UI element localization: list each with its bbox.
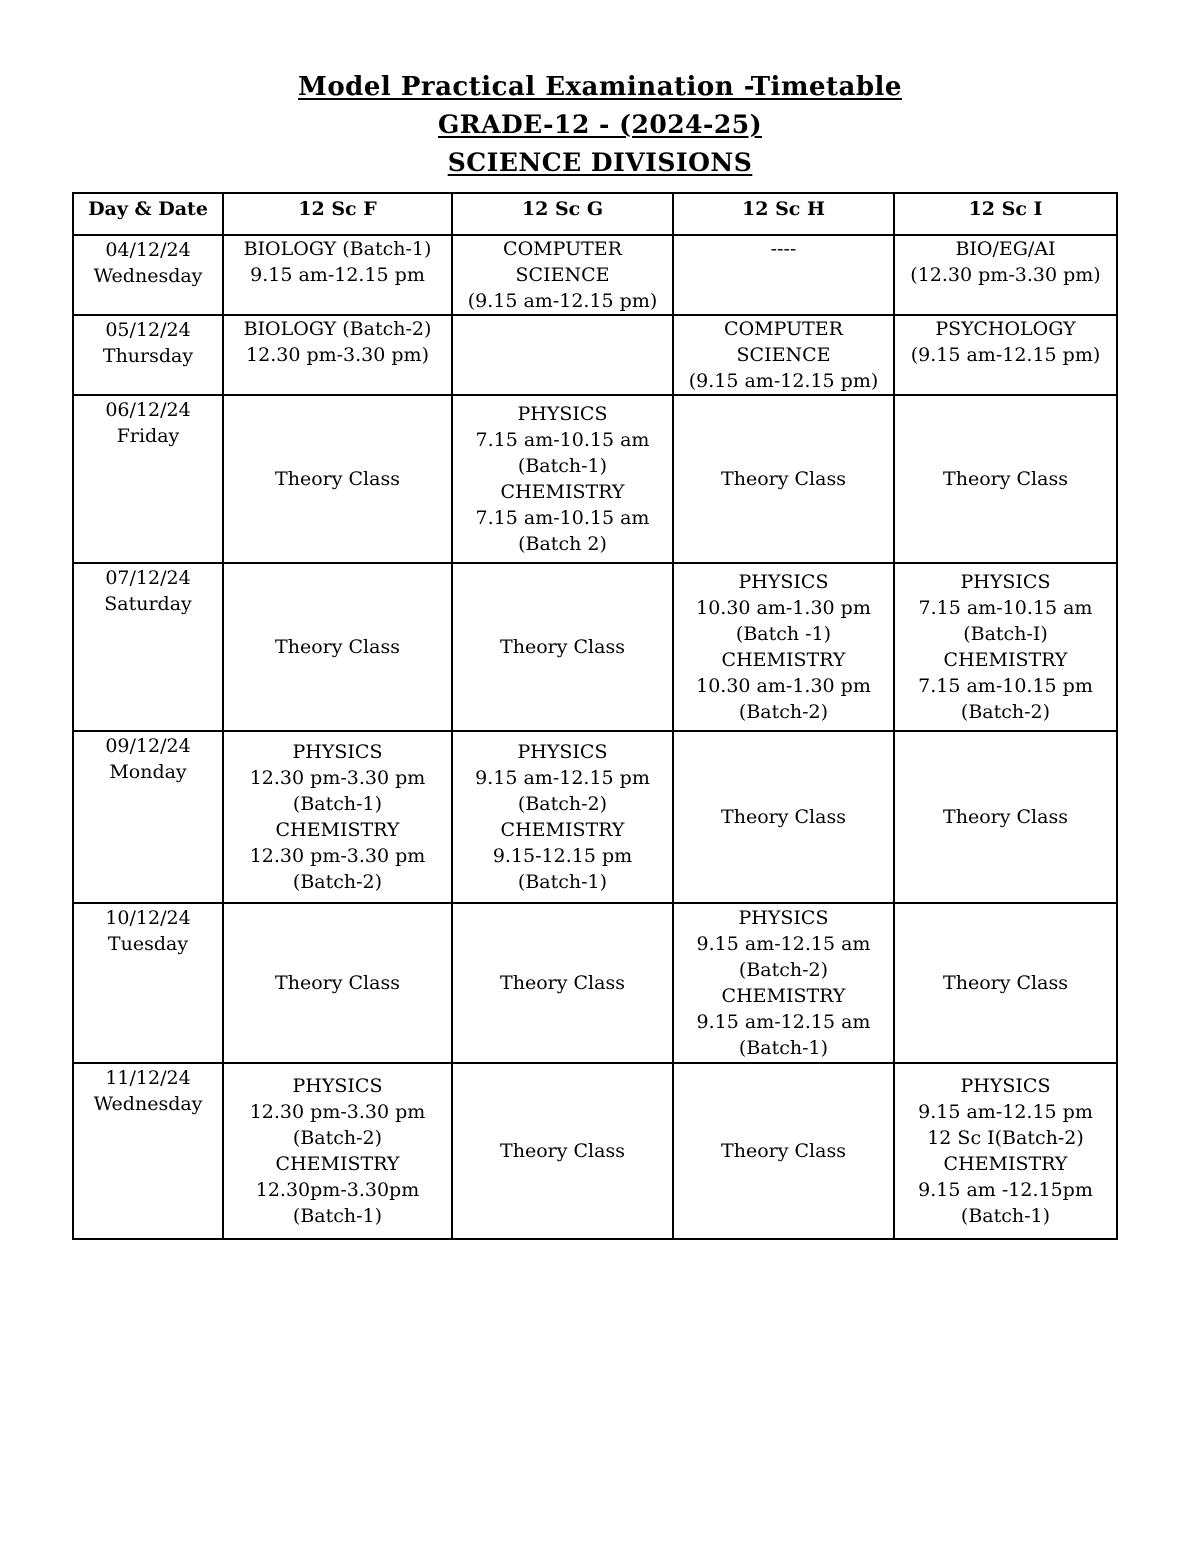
- schedule-line: 7.15 am-10.15 am: [475, 507, 650, 529]
- schedule-line: (Batch-2): [292, 871, 383, 893]
- schedule-line: (9.15 am-12.15 pm): [688, 370, 879, 392]
- schedule-line: PHYSICS: [738, 571, 829, 593]
- schedule-cell-12-sc-f: [223, 731, 452, 903]
- schedule-cell-12-sc-i: [894, 903, 1117, 1063]
- table-row: [73, 731, 1117, 903]
- schedule-line: (Batch -1): [735, 623, 832, 645]
- table-row: [73, 395, 1117, 563]
- header-day-date: Day & Date: [73, 193, 223, 235]
- schedule-cell-12-sc-i: [894, 731, 1117, 903]
- weekday-text: Monday: [109, 761, 187, 783]
- schedule-line: 12.30 pm-3.30 pm: [249, 845, 426, 867]
- weekday-text: Wednesday: [93, 265, 203, 287]
- header-12-sc-g: 12 Sc G: [452, 193, 673, 235]
- schedule-line: CHEMISTRY: [943, 1153, 1068, 1175]
- schedule-line: CHEMISTRY: [943, 649, 1068, 671]
- schedule-cell-12-sc-h: [673, 903, 894, 1063]
- schedule-line: CHEMISTRY: [500, 481, 625, 503]
- schedule-cell-12-sc-i: [894, 563, 1117, 731]
- schedule-line: 9.15 am-12.15 pm: [475, 767, 650, 789]
- schedule-line: 10.30 am-1.30 pm: [696, 675, 871, 697]
- schedule-line: (Batch-1): [738, 1037, 829, 1059]
- schedule-line: 12.30 pm-3.30 pm: [249, 1101, 426, 1123]
- schedule-line: 9.15-12.15 pm: [492, 845, 633, 867]
- schedule-line: (Batch-1): [292, 793, 383, 815]
- schedule-line: (Batch-2): [960, 701, 1051, 723]
- document-header: [0, 68, 1200, 182]
- schedule-cell-12-sc-f: [223, 563, 452, 731]
- schedule-line: CHEMISTRY: [721, 649, 846, 671]
- schedule-line: Theory Class: [275, 972, 400, 994]
- schedule-line: CHEMISTRY: [500, 819, 625, 841]
- grade-heading: GRADE-12 - (2024-25): [437, 110, 763, 139]
- schedule-line: 7.15 am-10.15 pm: [918, 675, 1093, 697]
- date-text: 09/12/24: [105, 735, 191, 757]
- date-text: 11/12/24: [105, 1067, 191, 1089]
- schedule-line: (Batch-1): [517, 871, 608, 893]
- table-row: [73, 315, 1117, 395]
- schedule-line: (Batch-1): [517, 455, 608, 477]
- schedule-cell-12-sc-h: [673, 315, 894, 395]
- schedule-line: 7.15 am-10.15 am: [918, 597, 1093, 619]
- schedule-cell-12-sc-g: [452, 1063, 673, 1239]
- schedule-line: 12.30 pm-3.30 pm): [246, 344, 429, 366]
- schedule-cell-12-sc-h: [673, 235, 894, 315]
- date-text: 05/12/24: [105, 319, 191, 341]
- schedule-cell-12-sc-g: [452, 731, 673, 903]
- schedule-line: (Batch 2): [518, 533, 607, 555]
- schedule-cell-12-sc-g: [452, 563, 673, 731]
- date-text: 06/12/24: [105, 399, 191, 421]
- schedule-line: 9.15 am-12.15 pm: [918, 1101, 1093, 1123]
- date-text: 10/12/24: [105, 907, 191, 929]
- schedule-cell-12-sc-g: [452, 315, 673, 395]
- schedule-line: (Batch-I): [963, 623, 1048, 645]
- schedule-cell-12-sc-i: [894, 1063, 1117, 1239]
- table-row: [73, 563, 1117, 731]
- schedule-line: Theory Class: [943, 806, 1068, 828]
- header-12-sc-h: 12 Sc H: [673, 193, 894, 235]
- schedule-line: Theory Class: [943, 468, 1068, 490]
- weekday-text: Tuesday: [107, 933, 189, 955]
- schedule-line: (Batch-2): [292, 1127, 383, 1149]
- timetable-body: [73, 235, 1117, 1239]
- schedule-cell-12-sc-h: [673, 395, 894, 563]
- schedule-line: Theory Class: [721, 1140, 846, 1162]
- schedule-line: COMPUTER: [724, 318, 843, 340]
- schedule-cell-12-sc-g: [452, 903, 673, 1063]
- schedule-cell-12-sc-f: [223, 235, 452, 315]
- schedule-line: Theory Class: [275, 468, 400, 490]
- schedule-line: PHYSICS: [738, 907, 829, 929]
- schedule-cell-12-sc-h: [673, 1063, 894, 1239]
- schedule-line: (Batch-1): [960, 1205, 1051, 1227]
- schedule-line: BIOLOGY (Batch-2): [243, 318, 432, 340]
- schedule-line: CHEMISTRY: [721, 985, 846, 1007]
- schedule-line: PHYSICS: [960, 571, 1051, 593]
- schedule-line: (Batch-1): [292, 1205, 383, 1227]
- schedule-cell-12-sc-h: [673, 563, 894, 731]
- schedule-line: 9.15 am-12.15 pm: [250, 264, 425, 286]
- schedule-line: (12.30 pm-3.30 pm): [910, 264, 1101, 286]
- schedule-line: CHEMISTRY: [275, 819, 400, 841]
- division-heading: SCIENCE DIVISIONS: [447, 148, 753, 177]
- weekday-text: Saturday: [104, 593, 192, 615]
- header-row: [73, 193, 1117, 235]
- schedule-line: PHYSICS: [960, 1075, 1051, 1097]
- schedule-cell-12-sc-f: [223, 1063, 452, 1239]
- schedule-line: Theory Class: [500, 1140, 625, 1162]
- schedule-line: 7.15 am-10.15 am: [475, 429, 650, 451]
- document-title: Model Practical Examination -Timetable: [298, 72, 902, 102]
- day-date-cell: [73, 903, 223, 1063]
- schedule-cell-12-sc-i: [894, 395, 1117, 563]
- day-date-cell: [73, 315, 223, 395]
- header-12-sc-i: 12 Sc I: [894, 193, 1117, 235]
- schedule-line: PHYSICS: [517, 403, 608, 425]
- schedule-line: Theory Class: [500, 972, 625, 994]
- schedule-line: PHYSICS: [292, 741, 383, 763]
- schedule-line: Theory Class: [275, 636, 400, 658]
- schedule-line: (Batch-2): [738, 959, 829, 981]
- header-12-sc-f: 12 Sc F: [223, 193, 452, 235]
- schedule-line: PHYSICS: [517, 741, 608, 763]
- schedule-cell-12-sc-f: [223, 395, 452, 563]
- timetable: [72, 192, 1118, 1240]
- schedule-cell-12-sc-f: [223, 903, 452, 1063]
- schedule-line: COMPUTER: [503, 238, 622, 260]
- schedule-line: SCIENCE: [515, 264, 610, 286]
- schedule-line: (9.15 am-12.15 pm): [467, 290, 658, 312]
- day-date-cell: [73, 395, 223, 563]
- schedule-line: 9.15 am -12.15pm: [918, 1179, 1093, 1201]
- schedule-line: 9.15 am-12.15 am: [696, 933, 871, 955]
- schedule-line: Theory Class: [721, 468, 846, 490]
- schedule-line: ----: [770, 238, 797, 260]
- day-date-cell: [73, 731, 223, 903]
- schedule-cell-12-sc-g: [452, 395, 673, 563]
- schedule-line: 12.30 pm-3.30 pm: [249, 767, 426, 789]
- date-text: 07/12/24: [105, 567, 191, 589]
- schedule-cell-12-sc-f: [223, 315, 452, 395]
- table-row: [73, 235, 1117, 315]
- schedule-line: CHEMISTRY: [275, 1153, 400, 1175]
- schedule-line: 9.15 am-12.15 am: [696, 1011, 871, 1033]
- day-date-cell: [73, 1063, 223, 1239]
- schedule-line: (9.15 am-12.15 pm): [910, 344, 1101, 366]
- schedule-cell-12-sc-h: [673, 731, 894, 903]
- schedule-line: Theory Class: [943, 972, 1068, 994]
- weekday-text: Wednesday: [93, 1093, 203, 1115]
- day-date-cell: [73, 563, 223, 731]
- schedule-line: 12.30pm-3.30pm: [255, 1179, 420, 1201]
- weekday-text: Friday: [116, 425, 180, 447]
- schedule-line: Theory Class: [500, 636, 625, 658]
- schedule-line: BIOLOGY (Batch-1): [243, 238, 432, 260]
- weekday-text: Thursday: [102, 345, 194, 367]
- schedule-line: 12 Sc I(Batch-2): [927, 1127, 1084, 1149]
- schedule-line: PSYCHOLOGY: [935, 318, 1076, 340]
- schedule-line: BIO/EG/AI: [955, 238, 1056, 260]
- table-row: [73, 1063, 1117, 1239]
- schedule-cell-12-sc-i: [894, 315, 1117, 395]
- schedule-cell-12-sc-i: [894, 235, 1117, 315]
- date-text: 04/12/24: [105, 239, 191, 261]
- schedule-line: SCIENCE: [736, 344, 831, 366]
- table-row: [73, 903, 1117, 1063]
- day-date-cell: [73, 235, 223, 315]
- schedule-cell-12-sc-g: [452, 235, 673, 315]
- schedule-line: PHYSICS: [292, 1075, 383, 1097]
- schedule-line: (Batch-2): [517, 793, 608, 815]
- schedule-line: 10.30 am-1.30 pm: [696, 597, 871, 619]
- schedule-line: Theory Class: [721, 806, 846, 828]
- schedule-line: (Batch-2): [738, 701, 829, 723]
